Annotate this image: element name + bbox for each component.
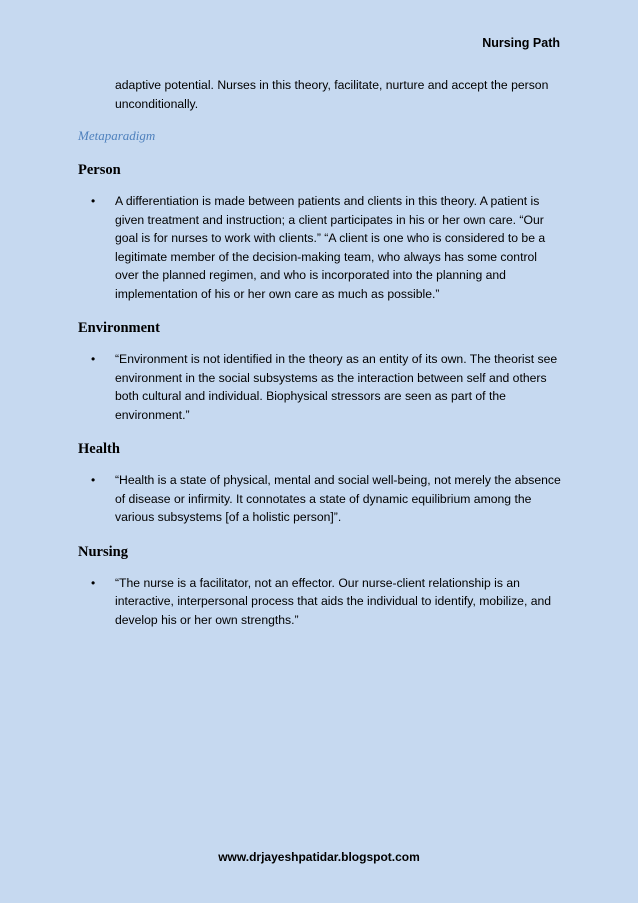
bullet-list-environment: [78, 350, 564, 424]
section-title-nursing: Nursing: [78, 543, 128, 560]
list-item: [78, 574, 564, 630]
bullet-list-nursing: [78, 574, 564, 630]
section-title-environment: Environment: [78, 320, 160, 336]
page-header-title: Nursing Path: [482, 36, 560, 50]
list-item: [78, 350, 564, 424]
bullet-text: “The nurse is a facilitator, not an effector. Our nurse-client relationship is an interactive, interpersonal process that aids the individual to identify, mobilize, and develop his or her own strengths.”: [115, 575, 552, 627]
bullet-text: A differentiation is made between patients and clients in this theory. A patient is given treatment and instruction; a client participates in his or her own care. “Our goal is for nurses to work with clients.” “A client is one who is considered to be a legitimate member of the decision-making team, who always has some control over the planned regimen, and who is incorporated into the planning and implementation of his or her own care as much as possible.”: [115, 194, 546, 301]
list-item: [78, 471, 564, 527]
section-title-health: Health: [78, 441, 120, 457]
page-footer-url: www.drjayeshpatidar.blogspot.com: [218, 850, 420, 864]
section-title-person: Person: [78, 162, 121, 178]
metaparadigm-subtitle: Metaparadigm: [78, 128, 156, 143]
page-content: [78, 76, 564, 629]
bullet-text: “Health is a state of physical, mental and social well-being, not merely the absence of disease or infirmity. It connotates a state of dynamic equilibrium among the various subsystems [of a holistic person]”.: [115, 473, 561, 524]
section-environment: [78, 318, 564, 424]
section-nursing: [78, 542, 564, 630]
bullet-icon: •: [91, 575, 96, 590]
section-person: [78, 160, 564, 303]
bullet-text: “Environment is not identified in the theory as an entity of its own. The theorist see environment in the social subsystems as the interaction between self and others both cultural and individual. Biophysical stressors are seen as part of the environment.”: [115, 352, 558, 422]
bullet-icon: •: [91, 352, 96, 366]
list-item: [78, 192, 564, 303]
section-health: [78, 439, 564, 527]
bullet-list-person: [78, 192, 564, 303]
intro-continuation-text: adaptive potential. Nurses in this theory, facilitate, nurture and accept the person unconditionally.: [115, 78, 549, 111]
bullet-icon: •: [91, 473, 96, 487]
bullet-list-health: [78, 471, 564, 527]
bullet-icon: •: [91, 194, 96, 208]
